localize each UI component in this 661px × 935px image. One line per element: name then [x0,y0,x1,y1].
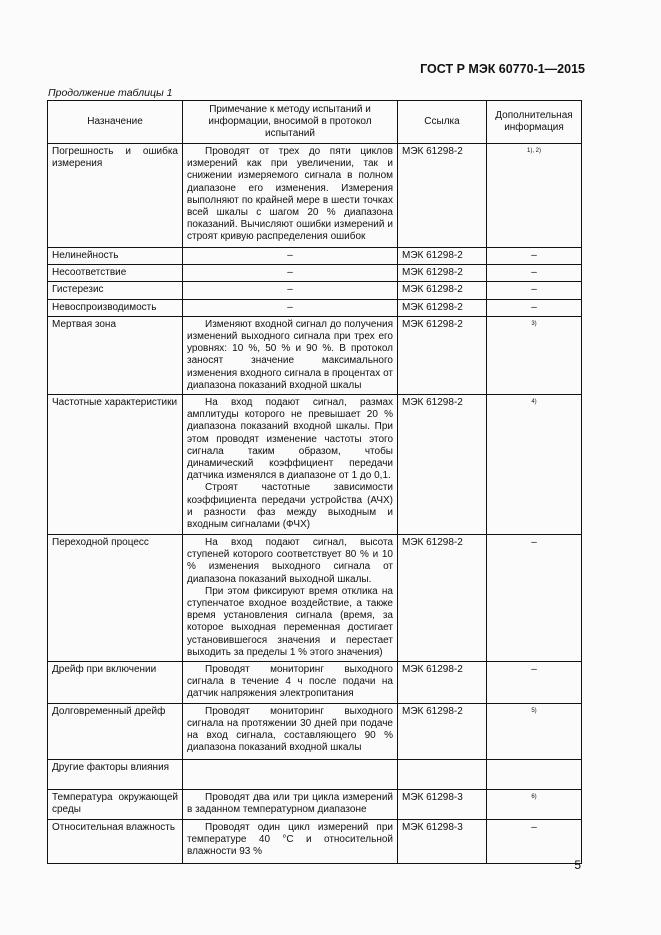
note-paragraph: При этом фиксируют время отклика на ступенчатое входное воздействие, а также время установления сигнала (время, за которое выходная переменная достигает установившегося значения и перестает выходить за пределы 1 % этого значения) [187,585,393,658]
row-purpose: Относительная влажность [48,819,183,863]
row-purpose: Нелинейность [48,248,183,265]
row-additional [487,144,582,248]
note-paragraph: На вход подают сигнал, размах амплитуды которого не превышает 20 % диапазона показаний входной шкалы. При этом проводят изменение частоты этого сигнала таким образом, чтобы динамический коэффициент передачи датчика изменялся в диапазоне от 1 до 0,1. [187,397,393,482]
row-purpose: Переходной процесс [48,535,183,662]
note-paragraph: – [287,267,293,279]
note-paragraph: Проводят мониторинг выходного сигнала на протяжении 30 дней при подаче на вход сигнала, составляющего 90 % диапазона показаний входной шкалы [187,705,393,754]
table-row [48,703,582,759]
footnote-marker: 6) [531,793,537,800]
row-reference: МЭК 61298-2 [398,662,487,704]
row-reference: МЭК 61298-2 [398,703,487,759]
row-purpose: Долговременный дрейф [48,703,183,759]
row-purpose: Невоспроизводимость [48,299,183,316]
row-note [183,535,398,662]
row-purpose: Другие факторы влияния [48,759,183,789]
table-body [48,144,582,864]
note-paragraph: Строят частотные зависимости коэффициента передачи устройства (АЧХ) и разности фаз между выходным и входным сигналами (ФЧХ) [187,482,393,531]
row-additional [487,662,582,704]
note-paragraph: – [287,301,293,313]
row-note [183,144,398,248]
table-row [48,662,582,704]
row-purpose: Несоответствие [48,265,183,282]
table-row [48,819,582,863]
row-reference: МЭК 61298-2 [398,395,487,535]
row-reference: МЭК 61298-2 [398,248,487,265]
dash-mark: – [531,537,537,549]
row-additional [487,395,582,535]
row-note [183,265,398,282]
table-row [48,265,582,282]
note-paragraph: Проводят один цикл измерений при температуре 40 °С и относительной влажности 93 % [187,821,393,858]
footnote-marker: 1), 2) [526,148,541,154]
row-additional [487,265,582,282]
note-paragraph: Проводят мониторинг выходного сигнала в течение 4 ч после подачи на датчик напряжения электропитания [187,664,393,700]
row-additional [487,248,582,265]
row-reference: МЭК 61298-2 [398,144,487,248]
row-additional [487,282,582,299]
row-note [183,316,398,394]
note-paragraph: Изменяют входной сигнал до получения изменений выходного сигнала при трех его уровнях: 10 %, 50 % и 90 %. В протокол заносят значение максимального изменения входного сигнала в процентах от диапазона показаний входной шкалы [187,318,393,391]
column-header-reference: Ссылка [398,101,487,144]
table-row [48,248,582,265]
table-header-row [48,101,582,144]
page-number: 5 [574,858,581,872]
row-purpose: Гистерезис [48,282,183,299]
row-additional [487,316,582,394]
row-note [183,703,398,759]
note-paragraph: На вход подают сигнал, высота ступеней которого соответствует 80 % и 10 % изменения выходного сигнала от диапазона показаний выходной шкалы. [187,537,393,585]
row-purpose: Температура окружающей среды [48,789,183,819]
note-paragraph: – [287,250,293,261]
note-paragraph: Проводят от трех до пяти циклов измерений как при увеличении, так и снижении измеряемого сигнала в полном диапазоне его изменения. Измерения выполняют по крайней мере в шести точках всей шкалы с шагом 20 % диапазона показаний. Вычисляют ошибки измерений и строят кривую распределения ошибок [187,146,393,243]
row-note [183,819,398,863]
table-row [48,299,582,316]
dash-mark: – [531,250,537,261]
column-header-additional: Дополнительная информация [487,101,582,144]
row-additional [487,819,582,863]
note-paragraph: – [287,284,293,296]
dash-mark: – [531,267,537,279]
column-header-purpose: Назначение [48,101,183,144]
table-row [48,759,582,789]
row-additional [487,759,582,789]
row-note [183,662,398,704]
row-note [183,248,398,265]
row-reference: МЭК 61298-3 [398,819,487,863]
row-reference: МЭК 61298-3 [398,789,487,819]
footnote-marker: 3) [531,320,537,327]
row-additional [487,535,582,662]
row-purpose: Мертвая зона [48,316,183,394]
row-reference: МЭК 61298-2 [398,535,487,662]
row-reference: МЭК 61298-2 [398,299,487,316]
dash-mark: – [531,284,537,296]
row-note [183,299,398,316]
footnote-marker: 5) [531,707,537,714]
document-header: ГОСТ Р МЭК 60770-1—2015 [420,62,585,76]
table-row [48,144,582,248]
row-purpose: Дрейф при включении [48,662,183,704]
row-reference [398,759,487,789]
row-note [183,759,398,789]
row-note [183,789,398,819]
row-reference: МЭК 61298-2 [398,265,487,282]
table-row [48,316,582,394]
row-note [183,282,398,299]
row-additional [487,789,582,819]
table-caption: Продолжение таблицы 1 [48,87,173,99]
row-reference: МЭК 61298-2 [398,282,487,299]
row-additional [487,703,582,759]
table-row [48,395,582,535]
dash-mark: – [531,664,537,676]
row-additional [487,299,582,316]
row-purpose: Погрешность и ошибка измерения [48,144,183,248]
note-paragraph: Проводят два или три цикла измерений в заданном температурном диапазоне [187,791,393,815]
column-header-note: Примечание к методу испытаний и информации, вносимой в протокол испытаний [183,101,398,144]
table-row [48,789,582,819]
row-purpose: Частотные характеристики [48,395,183,535]
specification-table [47,100,582,864]
dash-mark: – [531,301,537,313]
table-row [48,535,582,662]
row-reference: МЭК 61298-2 [398,316,487,394]
table-row [48,282,582,299]
footnote-marker: 4) [531,399,537,406]
dash-mark: – [531,821,537,833]
row-note [183,395,398,535]
